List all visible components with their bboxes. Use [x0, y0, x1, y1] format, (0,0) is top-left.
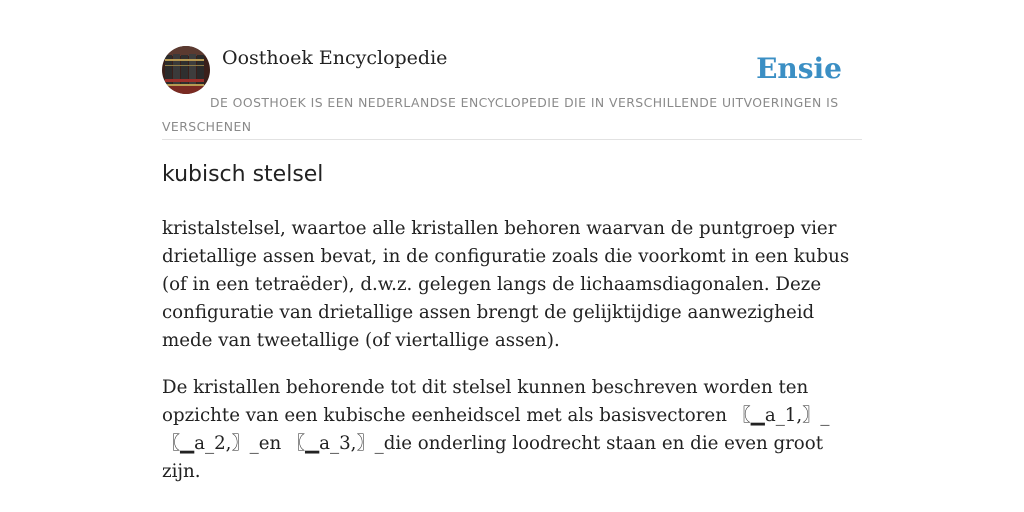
site-header	[162, 46, 862, 140]
article-paragraph: De kristallen behorende tot dit stelsel kunnen beschreven worden ten opzichte van een kubische eenheidscel met als basisvectoren 〖▁a_1,〗_ 〖▁a_2,〗_en 〖▁a_3,〗_die onderling loodrecht staan en die even groot zijn.	[162, 377, 830, 482]
site-title[interactable]: Oosthoek Encyclopedie	[222, 47, 448, 69]
site-tagline: DE OOSTHOEK IS EEN NEDERLANDSE ENCYCLOPEDIE DIE IN VERSCHILLENDE UITVOERINGEN IS VERSCHENEN	[162, 95, 839, 134]
article-title: kubisch stelsel	[162, 162, 324, 187]
article-body	[162, 215, 862, 505]
brand-logo[interactable]: Ensie	[756, 52, 842, 85]
encyclopedia-books-avatar[interactable]	[162, 46, 210, 94]
article-paragraph: kristalstelsel, waartoe alle kristallen behoren waarvan de puntgroep vier drietallige assen bevat, in de configuratie zoals die voorkomt in een kubus (of in een tetraëder), d.w.z. gelegen langs de lichaamsdiagonalen. Deze configuratie van drietallige assen brengt de gelijktijdige aanwezigheid mede van tweetallige (of viertallige assen).	[162, 218, 850, 351]
